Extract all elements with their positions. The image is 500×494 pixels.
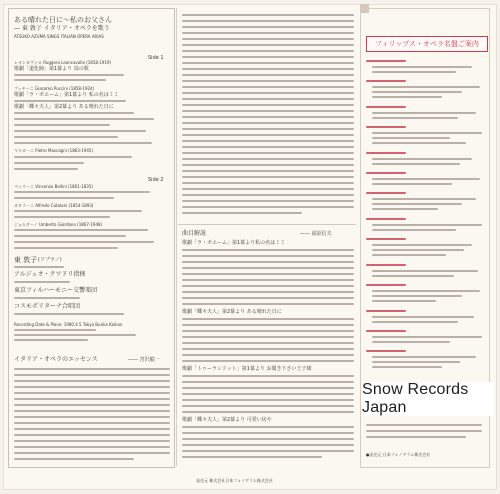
section-heading: レオンカヴァロ Ruggero Leoncavallo (1858-1919) [14,60,112,65]
recording-info: Recording Date & Place: 1980.4.5 Tokyo Bunka Kaikan [14,322,123,327]
catalog-banner: フィリップス・オペラ名盤ご案内 [366,36,488,52]
conductor: アルジェオ・クワドリ指揮 [14,271,86,278]
commentary-item: 歌劇「ラ・ボエーム」第1幕より私の名はミミ [182,240,286,246]
side1-label: Side 1 [148,55,164,61]
performer-name: 東 敦子 [14,256,38,264]
essay-title: イタリア・オペラのエッセンス [14,356,98,363]
watermark-logo: Snow Records Japan [362,382,494,416]
album-title-en: ATSUKO AZUMA SINGS ITALIAN OPERA ARIAS [14,34,104,39]
section-heading: ジョルダーノ Umberto Giordano (1867-1948) [14,222,103,227]
commentary-title: 曲目解説 [182,230,207,237]
section-heading: カタラーニ Alfredo Catalani (1854-1893) [14,203,94,208]
performer-note: (ソプラノ) [38,257,62,263]
album-title: ある晴れた日に〜私のお父さん [14,16,112,24]
commentary-item: 歌劇「蝶々夫人」第2幕より ある晴れた日に [182,309,282,315]
commentary-item: 歌劇「蝶々夫人」第2幕より 可愛い坊や [182,417,272,423]
section-heading: ベッリーニ Vincenzo Bellini (1801-1835) [14,184,93,189]
section-divider [178,224,356,225]
commentary-item: 歌劇「トゥーランドット」第1幕より お聞き下さい王子様 [182,366,312,372]
publisher-footer: 発売元 株式会社日本フォノグラム株式会社 [196,478,273,483]
column-divider [176,8,177,466]
side2-label: Side 2 [148,177,164,183]
choir: コスモポリターナ合唱団 [14,303,81,310]
album-subtitle: — 東 敦子 イタリア・オペラを歌う [14,25,110,32]
section-heading: マスカーニ Pietro Mascagni (1863-1945) [14,148,94,153]
orchestra: 東京フィルハーモニー交響楽団 [14,287,98,294]
track-title: 歌劇「ラ・ボエーム」第1幕より 私の名はミミ [14,92,119,98]
commentary-author: —— 福原信夫 [300,231,332,237]
catalog-footnote: ●発売元 日本フォノグラム株式会社 [366,452,431,457]
track-title: 歌劇「蝶々夫人」第2幕より ある晴れた日に [14,104,114,110]
essay-author: —— 宮沢縦一 [128,357,160,363]
track-title: 歌劇「道化師」第1幕より 鳥の歌 [14,66,89,72]
section-heading: プッチーニ Giacomo Puccini (1858-1924) [14,86,95,91]
